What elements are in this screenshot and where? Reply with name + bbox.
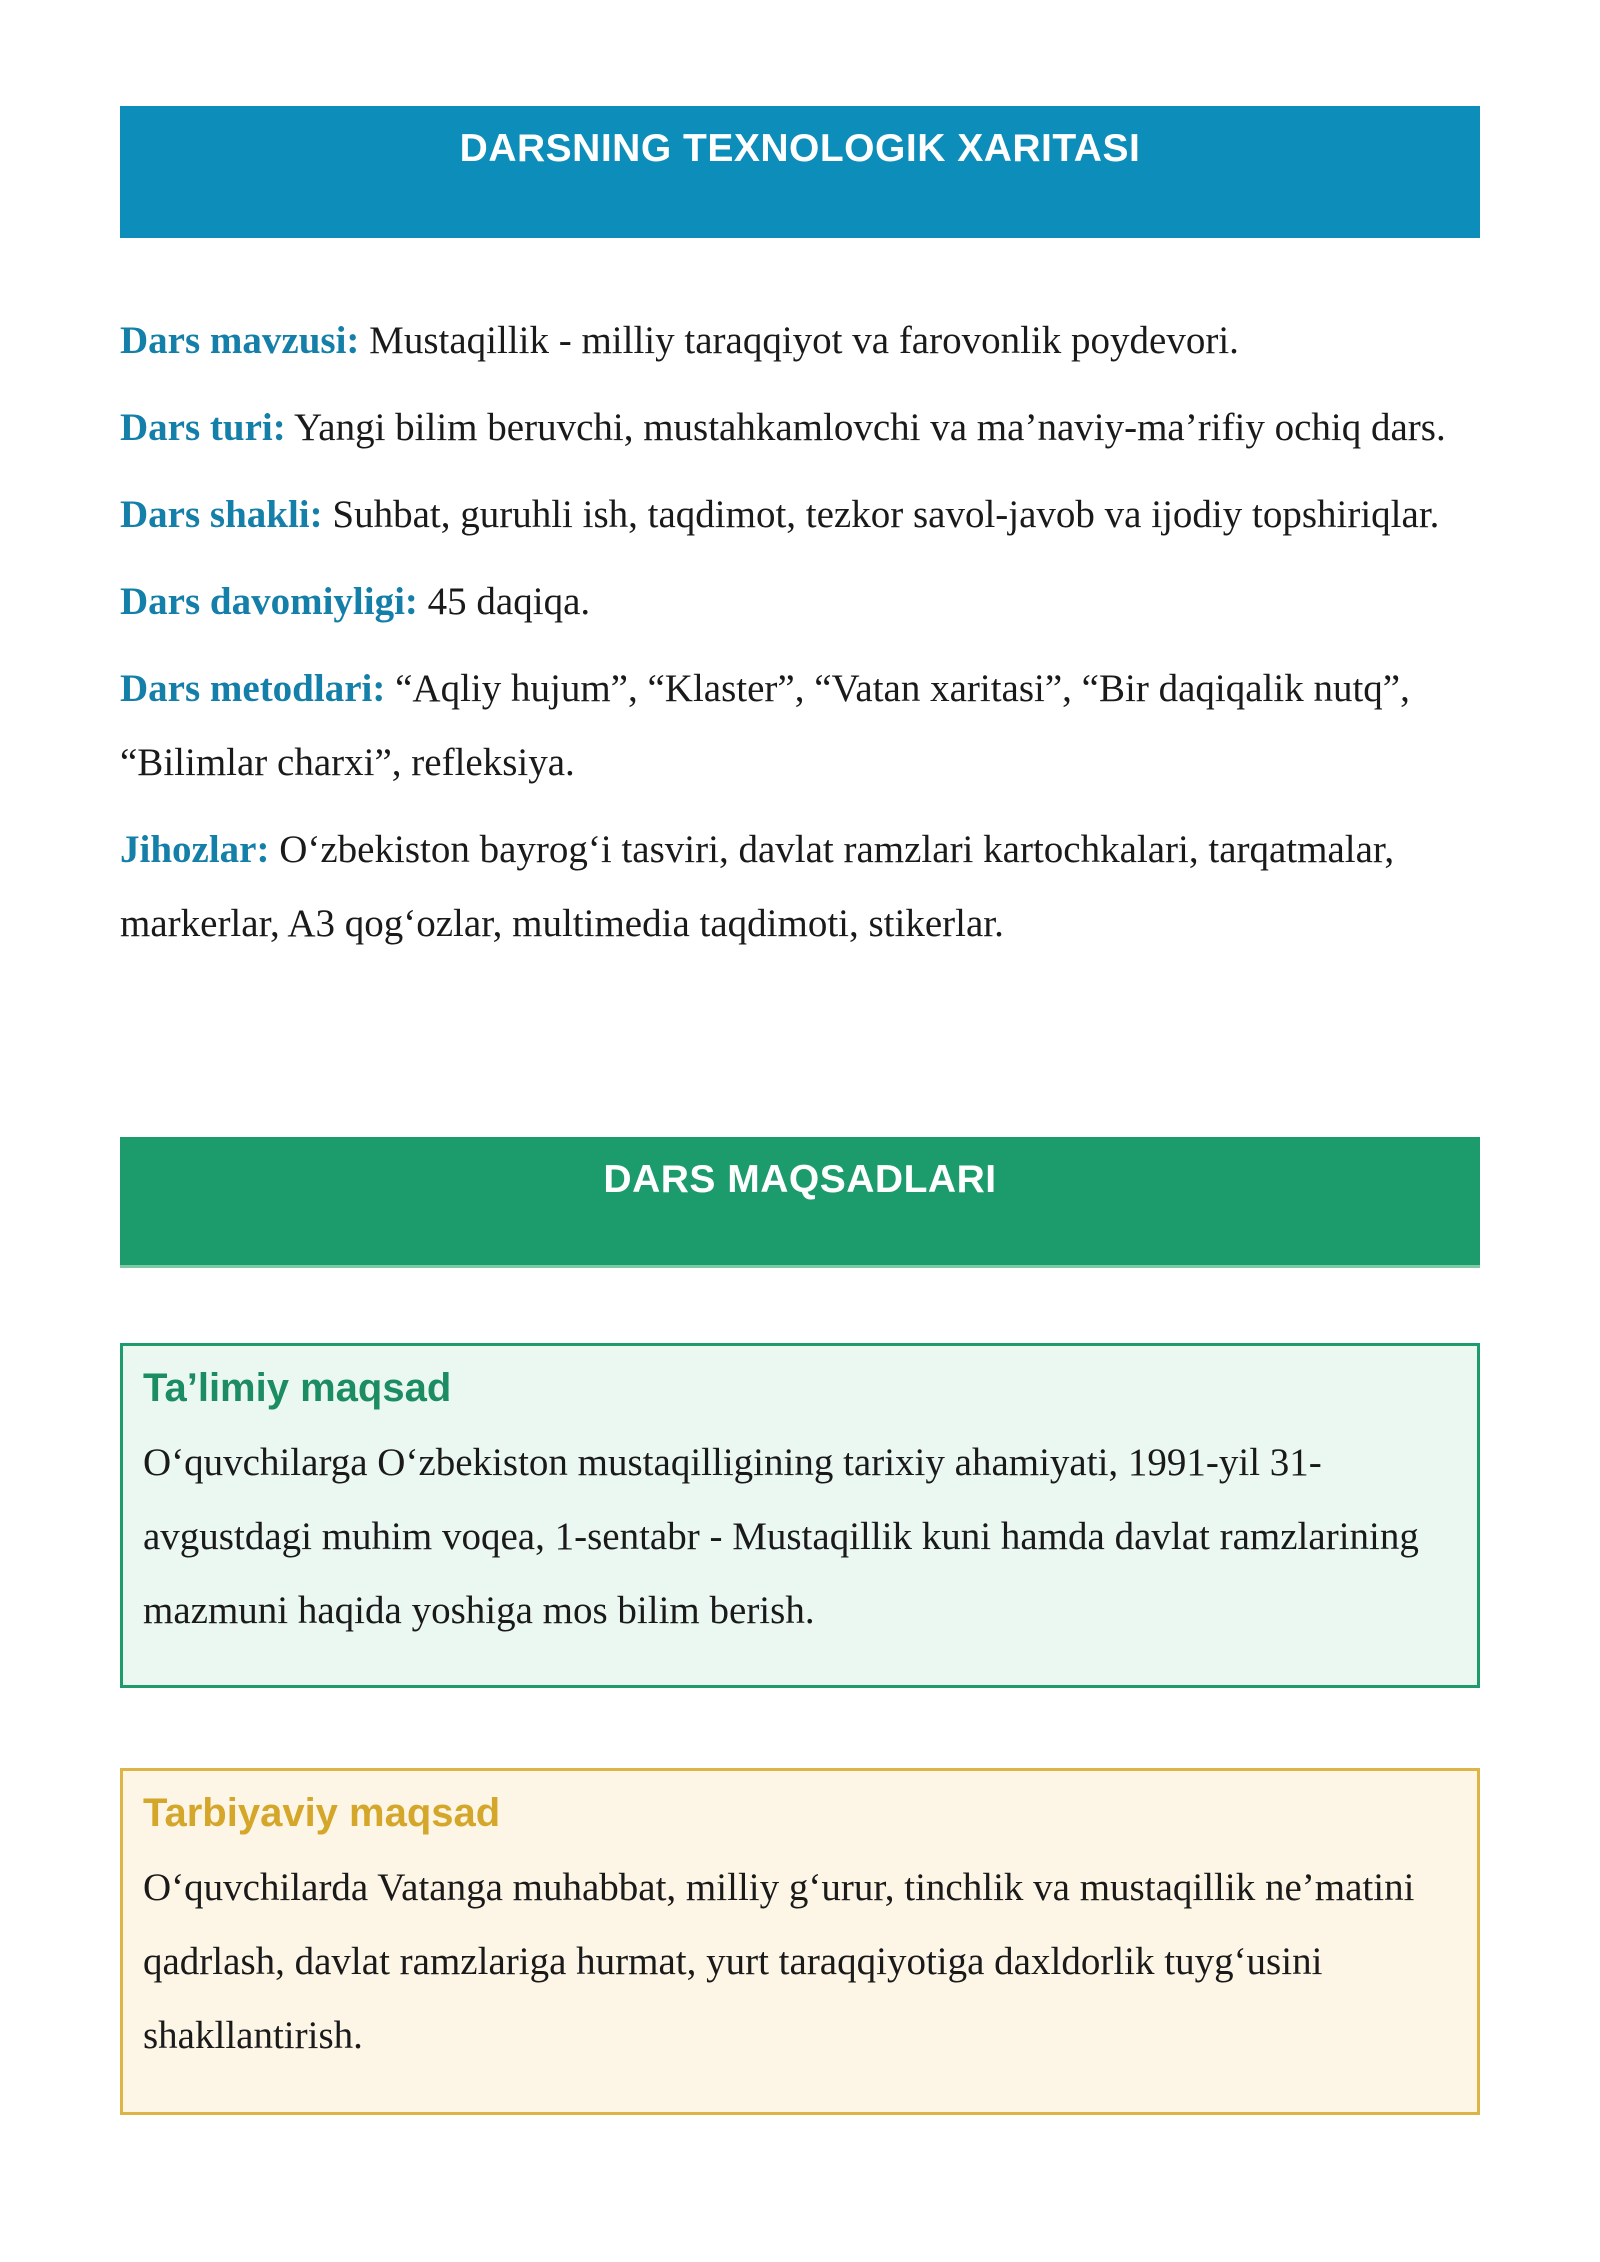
lesson-methods-label: Dars metodlari: xyxy=(120,667,386,710)
lesson-methods-row xyxy=(120,652,1460,800)
educational-goal-box xyxy=(120,1343,1480,1688)
lesson-equipment-label: Jihozlar: xyxy=(120,828,270,871)
educational-goal-title: Ta’limiy maqsad xyxy=(143,1366,452,1410)
lesson-topic-label: Dars mavzusi: xyxy=(120,319,360,362)
lesson-equipment-value: O‘zbekiston bayrog‘i tasviri, davlat ramzlari kartochkalari, tarqatmalar, markerlar, A3 qog‘ozlar, multimedia taqdimoti, stikerlar. xyxy=(120,828,1395,945)
lesson-duration-value: 45 daqiqa. xyxy=(417,580,591,623)
lesson-methods-value: “Aqliy hujum”, “Klaster”, “Vatan xaritasi”, “Bir daqiqalik nutq”, “Bilimlar charxi”, refleksiya. xyxy=(120,667,1410,784)
lesson-equipment-row xyxy=(120,813,1460,961)
lesson-type-value: Yangi bilim beruvchi, mustahkamlovchi va ma’naviy-ma’rifiy ochiq dars. xyxy=(285,406,1446,449)
goals-header xyxy=(120,1137,1480,1268)
lesson-info xyxy=(120,304,1460,974)
lesson-topic-row xyxy=(120,304,1460,378)
lesson-type-row xyxy=(120,391,1460,465)
lesson-duration-row xyxy=(120,565,1460,639)
tech-map-title: DARSNING TEXNOLOGIK XARITASI xyxy=(459,127,1141,170)
educational-goal-text: O‘quvchilarga O‘zbekiston mustaqilligining tarixiy ahamiyati, 1991-yil 31-avgustdagi muhim voqea, 1-sentabr - Mustaqillik kuni hamda davlat ramzlarining mazmuni haqida yoshiga mos bilim berish. xyxy=(143,1441,1419,1632)
tech-map-header xyxy=(120,106,1480,238)
lesson-type-label: Dars turi: xyxy=(120,406,286,449)
lesson-form-label: Dars shakli: xyxy=(120,493,323,536)
goals-title: DARS MAQSADLARI xyxy=(603,1158,997,1201)
lesson-form-value: Suhbat, guruhli ish, taqdimot, tezkor savol-javob va ijodiy topshiriqlar. xyxy=(322,493,1440,536)
upbringing-goal-text: O‘quvchilarda Vatanga muhabbat, milliy g‘urur, tinchlik va mustaqillik ne’matini qadrlash, davlat ramzlariga hurmat, yurt taraqqiyotiga daxldorlik tuyg‘usini shakllantirish. xyxy=(143,1866,1415,2057)
lesson-topic-value: Mustaqillik - milliy taraqqiyot va farovonlik poydevori. xyxy=(359,319,1239,362)
upbringing-goal-box xyxy=(120,1768,1480,2115)
upbringing-goal-title: Tarbiyaviy maqsad xyxy=(143,1791,501,1835)
lesson-form-row xyxy=(120,478,1460,552)
lesson-duration-label: Dars davomiyligi: xyxy=(120,580,418,623)
